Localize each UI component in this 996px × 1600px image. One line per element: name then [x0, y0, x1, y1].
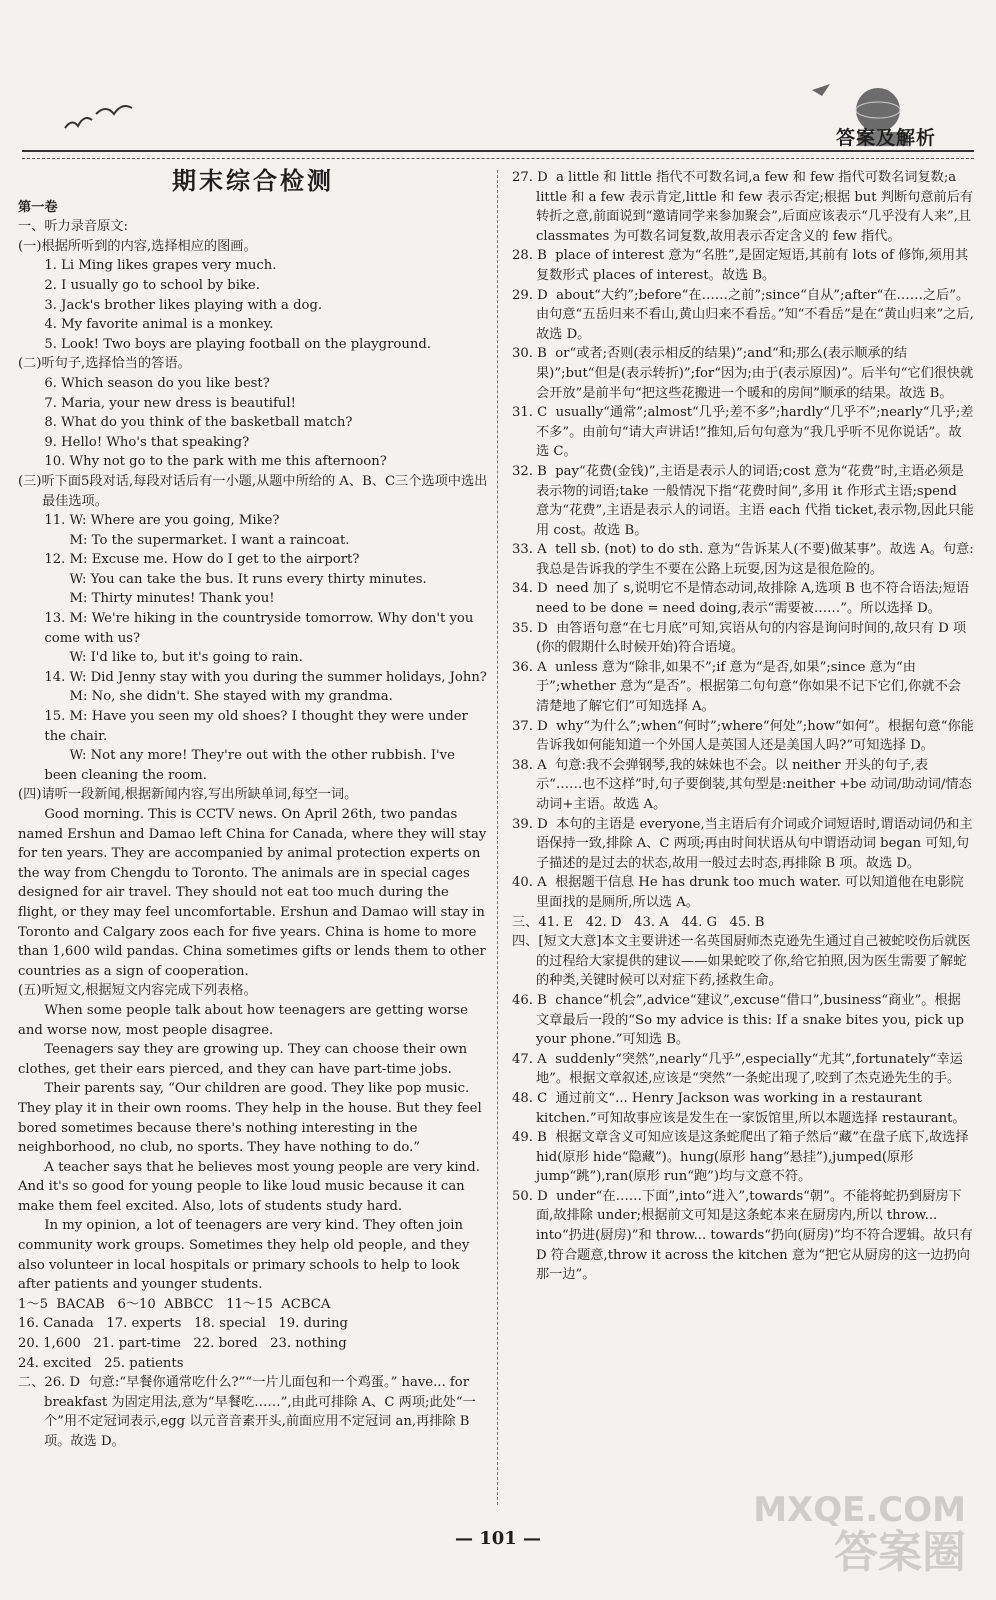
left-paragraph: 8. What do you think of the basketball match?	[44, 415, 353, 431]
right-paragraph: 36. A unless 意为“除非,如果不”;if 意为“是否,如果”;since 意为“由于”;whether 意为“是否”。根据第二句句意“你如果不记下它们,你就不会清楚地了解它们”可知选择 A。	[512, 659, 961, 715]
left-paragraph: 第一卷	[18, 199, 58, 215]
left-paragraph: 20. 1,600 21. part-time 22. bored 23. nothing	[18, 1336, 347, 1352]
left-paragraph: A teacher says that he believes most young people are very kind. And it's so good for young people to like loud music because it can make them feel excited. Also, lots of students study hard.	[18, 1159, 485, 1214]
header-title: 答案及解析	[835, 127, 936, 149]
right-paragraph: 30. B or“或者;否则(表示相反的结果)”;and“和;那么(表示顺承的结果)”;but“但是(表示转折)”;for“因为;由于(表示原因)”。后半句“它们很快就会开放”是前半句“把这些花搬进一个暖和的房间”顺承的结果。故选 B。	[512, 346, 974, 401]
left-paragraph: W: You can take the bus. It runs every thirty minutes.	[44, 571, 427, 587]
left-paragraph: 7. Maria, your new dress is beautiful!	[44, 395, 296, 411]
left-paragraph: Good morning. This is CCTV news. On April 26th, two pandas named Ershun and Damao left China for Canada, where they will stay for ten years. They are accompanied by animal protection experts on the way from Chengdu to Toronto. The animals are in special cages designed for air travel. They should not eat too much during the flight, or they may feel uncomfortable. Ershun and Damao will stay in Toronto and Calgary zoos each for five years. China is home to more than 1,600 wild pandas. China sometimes gifts or lends them to other countries as a sign of cooperation.	[18, 807, 491, 979]
left-paragraph: W: Not any more! They're out with the other rubbish. I've been cleaning the room.	[44, 748, 460, 783]
left-paragraph: M: No, she didn't. She stayed with my grandma.	[44, 689, 393, 705]
left-paragraph: 一、听力录音原文:	[18, 219, 128, 235]
left-paragraph: (一)根据所听到的内容,选择相应的图画。	[18, 238, 257, 254]
right-paragraph: 46. B chance“机会”,advice“建议”,excuse“借口”,business“商业”。根据文章最后一段的“So my advice is this: If a snake bites you, pick up your phone.”可知选 B。	[512, 992, 969, 1048]
right-paragraph: 35. D 由答语句意“在七月底”可知,宾语从句的内容是询问时间的,故只有 D 项(你的假期什么时候开始)符合语境。	[512, 620, 967, 656]
left-paragraph: Teenagers say they are growing up. They can choose their own clothes, get their ears pierced, and they can have part-time jobs.	[18, 1042, 472, 1077]
left-paragraph: (三)听下面5段对话,每段对话后有一小题,从题中所给的 A、B、C三个选项中选出最佳选项。	[18, 473, 488, 509]
left-paragraph: In my opinion, a lot of teenagers are very kind. They often join community work groups. Sometimes they help old people, and they also volunteer in local hospitals or primary schools to help to look after patients and younger students.	[18, 1218, 474, 1293]
left-paragraph: Their parents say, “Our children are good. They like pop music. They play it in their own rooms. They help in the house. But they feel bored sometimes because there's nothing interesting in the neighborhood, no club, no sports. They have nothing to do.”	[18, 1081, 486, 1156]
left-paragraph: 1～5 BACAB 6～10 ABBCC 11～15 ACBCA	[18, 1296, 331, 1312]
right-paragraph: 29. D about“大约”;before“在……之前”;since“自从”;after“在……之后”。由句意“五岳归来不看山,黄山归来不看岳。”知“不看岳”是在“黄山归来”之后,故选 D。	[512, 287, 974, 342]
left-paragraph: (五)听短文,根据短文内容完成下列表格。	[18, 983, 257, 999]
left-paragraph: M: Thirty minutes! Thank you!	[44, 591, 275, 607]
right-paragraph: 47. A suddenly“突然”,nearly“几乎”,especially“尤其”,fortunately“幸运地”。根据文章叙述,应该是“突然”一条蛇出现了,咬到了杰克逊先生的手。	[512, 1051, 963, 1087]
left-paragraph: 16. Canada 17. experts 18. special 19. during	[18, 1316, 348, 1332]
left-paragraph: 10. Why not go to the park with me this afternoon?	[44, 454, 387, 470]
right-paragraph: 33. A tell sb. (not) to do sth. 意为“告诉某人(不要)做某事”。故选 A。句意:我总是告诉我的学生不要在公路上玩耍,因为这是很危险的。	[512, 542, 974, 577]
left-paragraph: 24. excited 25. patients	[18, 1355, 184, 1371]
right-paragraph: 50. D under“在……下面”,into“进入”,towards“朝”。不能将蛇扔到厨房下面,故排除 under;根据前文可知是这条蛇本来在厨房内,所以 throw... into“扔进(厨房)”和 throw... towards“扔向(厨房)”均不符合逻辑。故只有 D 符合题意,throw it across the kitchen 意为“把它从厨房的这一边扔向那一边”。	[512, 1188, 977, 1283]
right-paragraph: 四、[短文大意]本文主要讲述一名英国厨师杰克逊先生通过自己被蛇咬伤后就医的过程给大家提供的建议——如果蛇咬了你,给它拍照,因为医生需要了解蛇的种类,关键时候可以对症下药,拯救生命。	[512, 934, 971, 989]
watermark-logo: 答案圈	[834, 1527, 966, 1578]
left-paragraph: 二、26. D 句意:“早餐你通常吃什么?”“一片儿面包和一个鸡蛋。” have... for breakfast 为固定用法,意为“早餐吃……”,由此可排除 A、C 两项;此处“一个”用不定冠词表示,egg 以元音音素开头,前面应用不定冠词 an,再排除 B 项。故选 D。	[18, 1375, 476, 1449]
left-paragraph: 15. M: Have you seen my old shoes? I thought they were under the chair.	[44, 709, 473, 744]
right-paragraph: 三、41. E 42. D 43. A 44. G 45. B	[512, 914, 765, 930]
left-paragraph: (四)请听一段新闻,根据新闻内容,写出所缺单词,每空一词。	[18, 787, 358, 803]
right-paragraph: 39. D 本句的主语是 everyone,当主语后有介词或介词短语时,谓语动词仍和主语保持一致,排除 A、C 两项;再由时间状语从句中谓语动词 began 可知,句子描述的是过去的状态,故用一般过去时态,再排除 B 项。故选 D。	[512, 816, 973, 871]
left-paragraph: M: To the supermarket. I want a raincoat.	[44, 532, 350, 548]
watermark-url: MXQE.COM	[753, 1490, 966, 1530]
column-divider	[497, 170, 498, 1505]
left-paragraph: 11. W: Where are you going, Mike?	[44, 513, 280, 529]
right-paragraph: 28. B place of interest 意为“名胜”,是固定短语,其前有 lots of 修饰,须用其复数形式 places of interest。故选 B。	[512, 248, 969, 283]
left-paragraph: 13. M: We're hiking in the countryside tomorrow. Why don't you come with us?	[44, 611, 478, 646]
right-paragraph: 37. D why“为什么”;when“何时”;where“何处”;how“如何”。根据句意“你能告诉我如何能知道一个外国人是英国人还是美国人吗?”可知选择 D。	[512, 718, 974, 754]
right-paragraph: 49. B 根据文章含义可知应该是这条蛇爬出了箱子然后“藏”在盘子底下,故选择 hid(原形 hide“隐藏”)。hung(原形 hang“悬挂”),jumped(原形 jump“跳”),ran(原形 run“跑”)均与文意不符。	[512, 1130, 973, 1185]
right-paragraph: 27. D a little 和 little 指代不可数名词,a few 和 few 指代可数名词复数;a little 和 a few 表示肯定,little 和 few 表示否定;根据 but 判断句意前后有转折之意,前面说到“邀请同学来参加聚会”,后面应该表示“几乎没有人来”,且 classmates 为可数名词复数,故用表示否定含义的 few 指代。	[512, 170, 976, 244]
left-paragraph: (二)听句子,选择恰当的答语。	[18, 356, 191, 372]
right-column	[512, 168, 977, 1285]
left-paragraph: 1. Li Ming likes grapes very much.	[44, 258, 277, 274]
page-number: — 101 —	[454, 1528, 542, 1549]
right-paragraph: 38. A 句意:我不会弹钢琴,我的妹妹也不会。以 neither 开头的句子,表示“……也不这样”时,句子要倒装,其句型是:neither +be 动词/助动词/情态动词+主语。故选 A。	[512, 757, 972, 812]
right-paragraph: 48. C 通过前文“... Henry Jackson was working in a restaurant kitchen.”可知故事应该是发生在一家饭馆里,所以本题选择 restaurant。	[512, 1090, 966, 1126]
page-title: 期末综合检测	[172, 167, 334, 195]
right-paragraph: 40. A 根据题干信息 He has drunk too much water. 可以知道他在电影院里面找的是厕所,所以选 A。	[512, 875, 964, 910]
left-paragraph: 9. Hello! Who's that speaking?	[44, 434, 250, 450]
header-rule	[22, 150, 974, 159]
left-column	[18, 167, 491, 1452]
left-paragraph: 14. W: Did Jenny stay with you during the summer holidays, John?	[44, 669, 487, 685]
left-paragraph: W: I'd like to, but it's going to rain.	[44, 650, 303, 666]
right-paragraph: 32. B pay“花费(金钱)”,主语是表示人的词语;cost 意为“花费”时,主语必须是表示物的词语;take 一般情况下指“花费时间”,多用 it 作形式主语;spend 意为“花费”,主语是表示人的词语。主语 each 代指 ticket,表示物,因此只能用 cost。故选 B。	[512, 463, 974, 538]
left-paragraph: 5. Look! Two boys are playing football on the playground.	[44, 336, 431, 352]
birds-decoration	[60, 100, 150, 140]
left-paragraph: 6. Which season do you like best?	[44, 375, 270, 391]
left-paragraph: When some people talk about how teenagers are getting worse and worse now, most people disagree.	[18, 1002, 473, 1038]
left-paragraph: 12. M: Excuse me. How do I get to the airport?	[44, 552, 360, 568]
right-paragraph: 31. C usually“通常”;almost“几乎;差不多”;hardly“几乎不”;nearly“几乎;差不多”。由前句“请大声讲话!”推知,后句句意为“我几乎听不见你说话”。故选 C。	[512, 405, 974, 460]
left-paragraph: 3. Jack's brother likes playing with a dog.	[44, 297, 323, 313]
right-paragraph: 34. D need 加了 s,说明它不是情态动词,故排除 A,选项 B 也不符合语法;短语 need to be done = need doing,表示“需要被……”。所以选择 D。	[512, 581, 974, 617]
left-paragraph: 4. My favorite animal is a monkey.	[44, 317, 274, 333]
left-paragraph: 2. I usually go to school by bike.	[44, 277, 260, 293]
